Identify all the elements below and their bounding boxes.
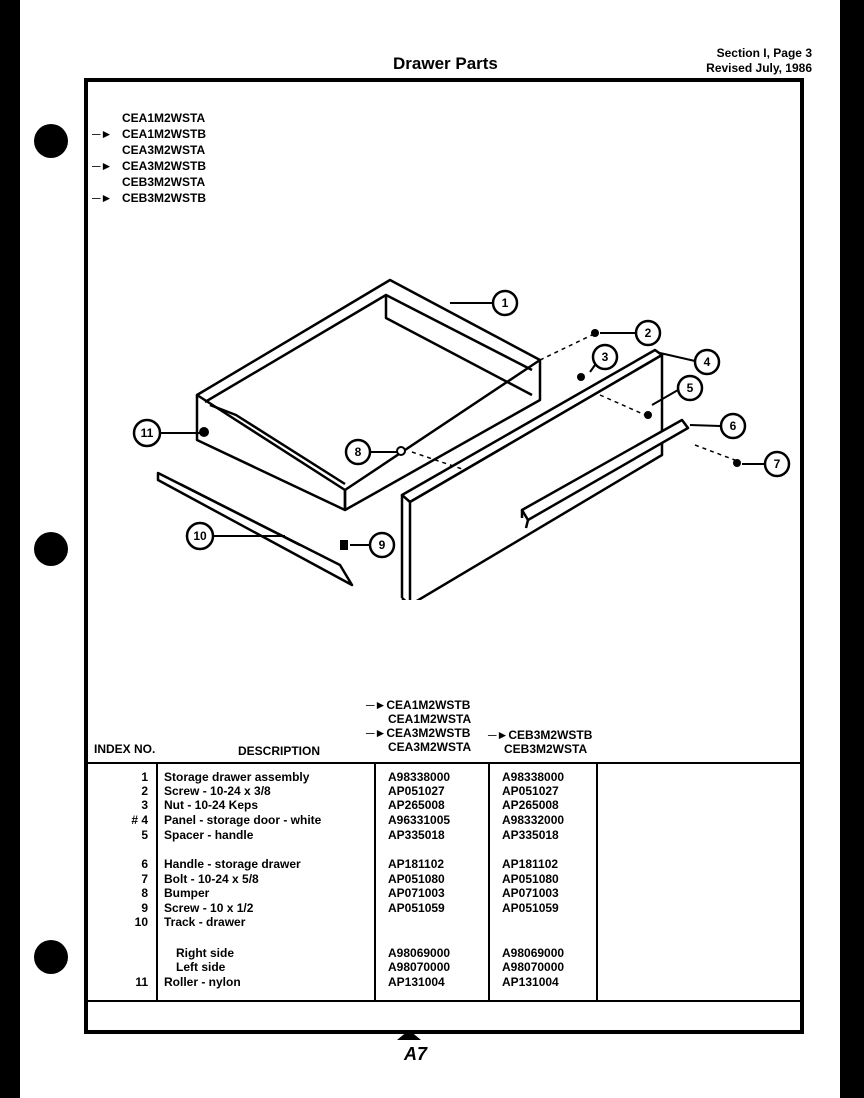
revised-label: Revised July, 1986 — [706, 61, 812, 75]
model-list — [92, 110, 206, 206]
model-item — [92, 142, 206, 158]
svg-text:3: 3 — [601, 350, 609, 364]
roller-part — [199, 427, 209, 437]
nut-part — [577, 373, 585, 381]
table-row: 8 Bumper AP071003 AP071003 — [141, 886, 559, 900]
table-row: 11 Roller - nylon AP131004 AP131004 — [135, 975, 559, 989]
callout-2 — [636, 321, 660, 345]
model-name: CEA1M2WSTA — [122, 111, 206, 125]
parts-table — [88, 762, 800, 1002]
svg-text:8: 8 — [354, 445, 362, 459]
svg-text:9: 9 — [378, 538, 386, 552]
frame-notch — [397, 1030, 421, 1040]
table-row: 2 Screw - 10-24 x 3/8 AP051027 AP051027 — [141, 784, 559, 798]
arrow-icon: ─► — [366, 698, 387, 712]
table-row: 10 Track - drawer — [134, 915, 246, 929]
col-group1-model: CEA3M2WSTA — [388, 740, 472, 754]
col-group1-model: ─►CEA3M2WSTB — [366, 726, 471, 740]
col-group1-model: ─►CEA1M2WSTB — [366, 698, 471, 712]
model-name: CEB3M2WSTB — [122, 191, 207, 205]
model-name: CEA3M2WSTB — [122, 159, 207, 173]
col-group2-model: ─►CEB3M2WSTB — [488, 728, 593, 742]
table-row: 6 Handle - storage drawer AP181102 AP181102 — [141, 857, 559, 871]
section-label: Section I, Page 3 — [716, 46, 812, 60]
model-item — [92, 174, 206, 190]
callout-10 — [187, 523, 213, 549]
col-description-header: DESCRIPTION — [238, 744, 321, 758]
spacer-part — [644, 411, 652, 419]
arrow-icon: ─► — [366, 726, 387, 740]
callout-9 — [370, 533, 394, 557]
svg-text:5: 5 — [686, 381, 694, 395]
model-item — [92, 126, 206, 142]
model-name: CEB3M2WSTA — [122, 175, 206, 189]
table-row: 5 Spacer - handle AP335018 AP335018 — [141, 828, 559, 842]
bumper-screw-part — [340, 540, 348, 550]
section-info — [706, 46, 812, 76]
callout-6-handle — [721, 414, 745, 438]
svg-text:1: 1 — [501, 296, 509, 310]
model-item — [92, 190, 206, 206]
callout-11 — [134, 420, 160, 446]
table-row: 9 Screw - 10 x 1/2 AP051059 AP051059 — [141, 901, 559, 915]
table-row: 7 Bolt - 10-24 x 5/8 AP051080 AP051080 — [141, 872, 559, 886]
col-group1-model: CEA1M2WSTA — [388, 712, 472, 726]
arrow-icon: ─► — [92, 191, 113, 205]
model-name: CEA1M2WSTB — [122, 127, 207, 141]
model-item — [92, 158, 206, 174]
table-divider — [88, 762, 800, 764]
table-row: Right side A98069000 A98069000 — [176, 946, 565, 960]
bumper-part — [397, 447, 405, 455]
svg-text:4: 4 — [703, 355, 711, 369]
arrow-icon: ─► — [92, 159, 113, 173]
svg-text:6: 6 — [729, 419, 737, 433]
table-row: # 4 Panel - storage door - white A96331005 A98332000 — [131, 813, 565, 827]
drawer-track — [158, 473, 352, 585]
col-group2-header — [488, 728, 592, 756]
model-item — [92, 110, 206, 126]
svg-text:7: 7 — [773, 457, 781, 471]
callout-1 — [493, 291, 517, 315]
callout-5 — [678, 376, 702, 400]
callout-8 — [346, 440, 370, 464]
page-number: A7 — [404, 1044, 428, 1064]
punch-hole — [34, 124, 68, 158]
punch-hole — [34, 532, 68, 566]
callout-4 — [695, 350, 719, 374]
table-row: 3 Nut - 10-24 Keps AP265008 AP265008 — [141, 798, 559, 812]
svg-text:11: 11 — [140, 426, 154, 440]
callout-3 — [593, 345, 617, 369]
bolt-part — [733, 459, 741, 467]
page-title: Drawer Parts — [393, 54, 498, 73]
svg-text:2: 2 — [644, 326, 652, 340]
model-name: CEA3M2WSTA — [122, 143, 206, 157]
svg-text:10: 10 — [193, 529, 207, 543]
table-row: 1 Storage drawer assembly A98338000 A98338000 — [141, 770, 565, 784]
callout-7 — [765, 452, 789, 476]
screw-part — [591, 329, 599, 337]
table-row: Left side A98070000 A98070000 — [176, 960, 565, 974]
arrow-icon: ─► — [92, 127, 113, 141]
col-index-header: INDEX NO. — [94, 742, 156, 756]
col-group2-model: CEB3M2WSTA — [504, 742, 588, 756]
arrow-icon: ─► — [488, 728, 509, 742]
drawer-exploded-diagram — [120, 260, 800, 600]
punch-hole — [34, 940, 68, 974]
col-group1-header — [366, 698, 471, 754]
table-divider — [88, 1000, 800, 1002]
